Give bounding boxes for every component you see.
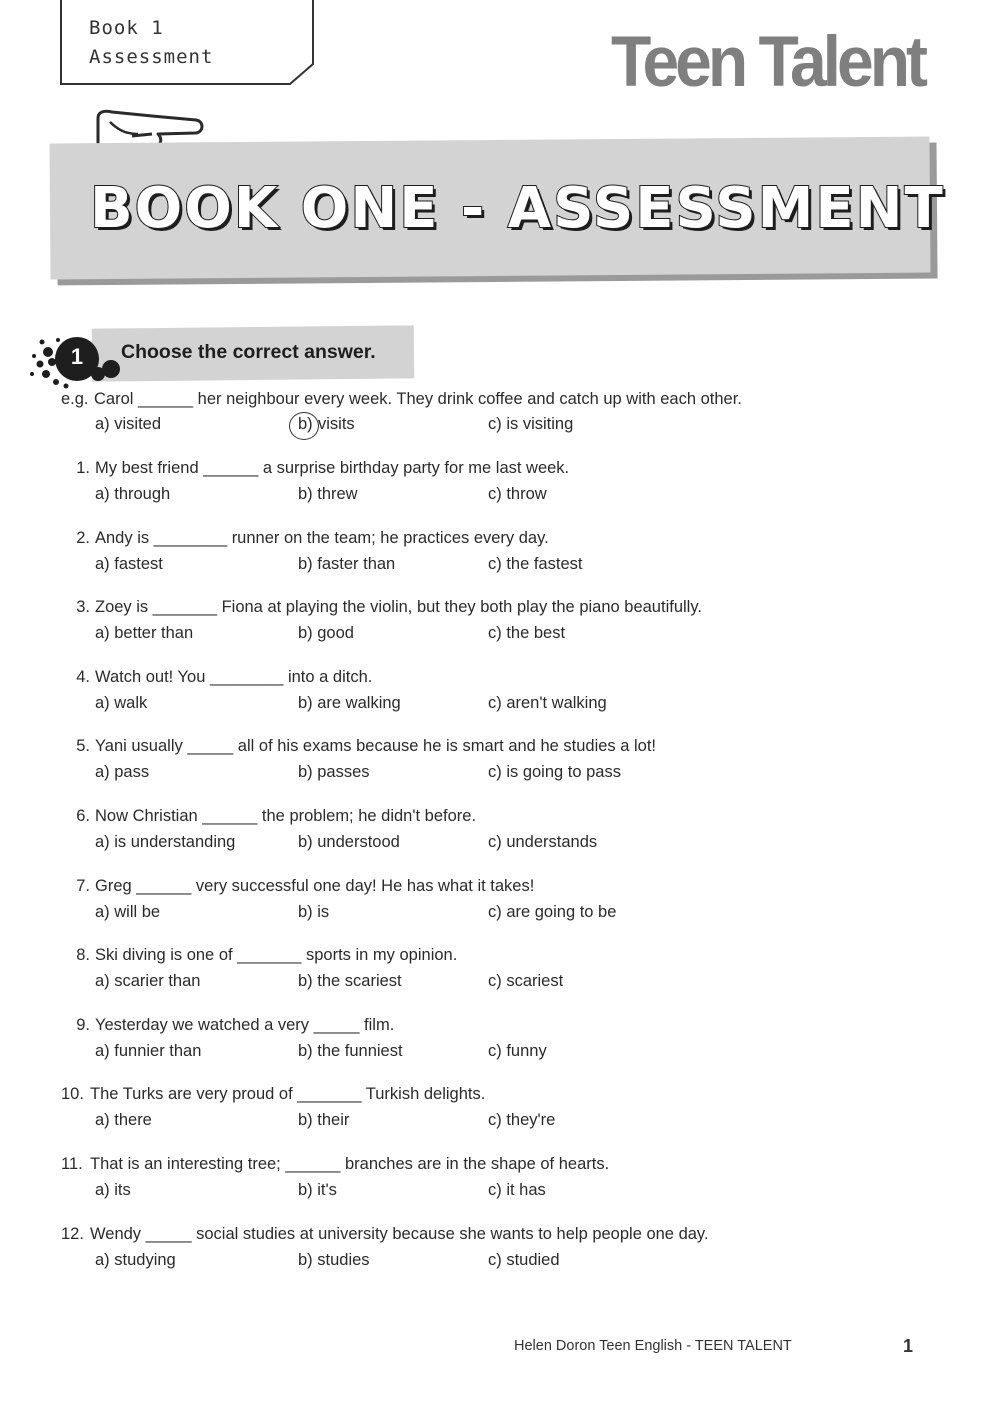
tag-assessment-label: Assessment [89, 46, 214, 68]
question-number: 10. [61, 1085, 84, 1103]
question-number: 8. [76, 946, 90, 964]
answer-option-c: c) aren't walking [488, 694, 607, 712]
answer-option-b: b) their [298, 1111, 350, 1129]
answer-option-c: c) is going to pass [488, 763, 621, 781]
answer-option-a: a) studying [95, 1251, 176, 1269]
answer-option-b: b) studies [298, 1251, 370, 1269]
answer-option-b: b) it's [298, 1181, 337, 1199]
section-title: Choose the correct answer. [121, 341, 376, 363]
example-option-b-text: visits [318, 415, 355, 433]
answer-option-a: a) its [95, 1181, 131, 1199]
answer-option-c: c) studied [488, 1251, 560, 1269]
answer-option-b: b) are walking [298, 694, 401, 712]
question-number: 6. [76, 807, 90, 825]
brand-logo-text: Teen Talent [611, 21, 924, 101]
question-text: Wendy _____ social studies at university because she wants to help people one day. [90, 1225, 709, 1243]
section-number: 1 [70, 344, 84, 369]
answer-option-c: c) they're [488, 1111, 556, 1129]
question-number: 9. [76, 1016, 90, 1034]
answer-option-b: b) passes [298, 763, 370, 781]
question-number: 7. [76, 877, 90, 895]
example-label: e.g. [61, 390, 89, 408]
answer-option-b: b) understood [298, 833, 400, 851]
answer-option-a: a) funnier than [95, 1042, 202, 1060]
selected-answer-circle [289, 412, 319, 440]
answer-option-c: c) are going to be [488, 903, 617, 921]
question-text: Andy is ________ runner on the team; he practices every day. [95, 529, 549, 547]
answer-option-c: c) funny [488, 1042, 547, 1060]
answer-option-a: a) is understanding [95, 833, 236, 851]
answer-option-c: c) the best [488, 624, 566, 642]
question-text: Ski diving is one of _______ sports in my opinion. [95, 946, 458, 964]
answer-option-c: c) it has [488, 1181, 546, 1199]
question-text: Greg ______ very successful one day! He has what it takes! [95, 877, 535, 895]
question-text: Yesterday we watched a very _____ film. [95, 1016, 395, 1034]
answer-option-a: a) pass [95, 763, 150, 781]
question-text: Now Christian ______ the problem; he didn't before. [95, 807, 477, 825]
footer-publisher-text: Helen Doron Teen English - TEEN TALENT [514, 1338, 792, 1354]
answer-option-c: c) throw [488, 485, 547, 503]
question-text: Watch out! You ________ into a ditch. [95, 668, 373, 686]
tag-book-label: Book 1 [89, 17, 164, 39]
question-number: 4. [76, 668, 90, 686]
answer-option-b: b) is [298, 903, 330, 921]
book-tag-box [60, 0, 314, 84]
question-number: 2. [76, 529, 90, 547]
question-text: The Turks are very proud of _______ Turkish delights. [90, 1085, 486, 1103]
question-number: 5. [76, 737, 90, 755]
answer-option-b: b) the scariest [298, 972, 402, 990]
example-option-c: c) is visiting [488, 415, 574, 433]
answer-option-b: b) good [298, 624, 354, 642]
answer-option-a: a) scarier than [95, 972, 201, 990]
answer-option-c: c) scariest [488, 972, 564, 990]
tag-box-frame [60, 0, 316, 86]
question-number: 3. [76, 598, 90, 616]
page-number: 1 [903, 1336, 914, 1356]
answer-option-b: b) the funniest [298, 1042, 403, 1060]
answer-option-b: b) faster than [298, 555, 396, 573]
answer-option-a: a) better than [95, 624, 194, 642]
example-option-b-letter: b) [298, 415, 313, 433]
answer-option-a: a) there [95, 1111, 152, 1129]
example-option-a: a) visited [95, 415, 162, 433]
answer-option-a: a) will be [95, 903, 161, 921]
answer-option-a: a) fastest [95, 555, 163, 573]
answer-option-b: b) threw [298, 485, 358, 503]
question-number: 11. [61, 1155, 83, 1173]
banner-title: BOOK ONE - ASSESSMENT [90, 176, 945, 241]
question-text: Yani usually _____ all of his exams because he is smart and he studies a lot! [95, 737, 657, 755]
answer-option-c: c) understands [488, 833, 598, 851]
answer-option-c: c) the fastest [488, 555, 583, 573]
question-text: My best friend ______ a surprise birthday party for me last week. [95, 459, 570, 477]
question-text: Zoey is _______ Fiona at playing the violin, but they both play the piano beautifully. [95, 598, 702, 616]
question-number: 12. [61, 1225, 84, 1243]
question-text: That is an interesting tree; ______ branches are in the shape of hearts. [90, 1155, 610, 1173]
question-number: 1. [76, 459, 90, 477]
answer-option-a: a) through [95, 485, 171, 503]
example-question-text: Carol ______ her neighbour every week. They drink coffee and catch up with each other. [94, 390, 742, 408]
answer-option-a: a) walk [95, 694, 148, 712]
